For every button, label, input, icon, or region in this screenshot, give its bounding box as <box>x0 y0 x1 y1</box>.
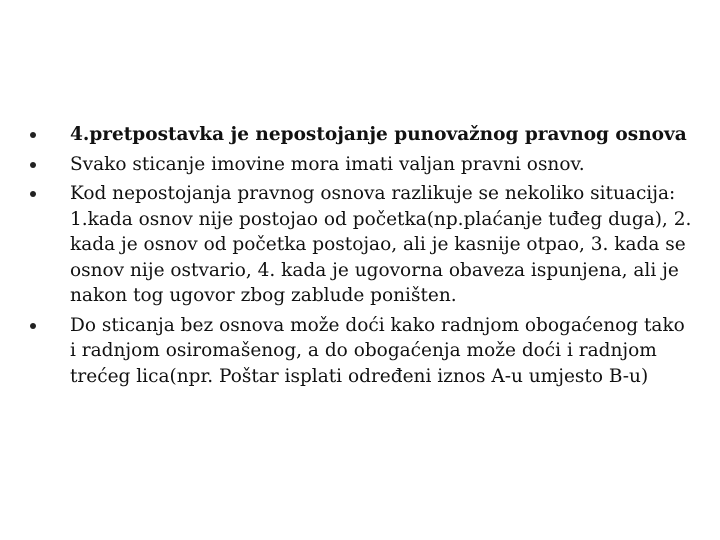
bullet-dot-icon <box>30 162 36 168</box>
bullet-item <box>30 152 695 178</box>
bullet-dot-icon <box>30 132 36 138</box>
bullet-item <box>30 313 695 390</box>
bullet-item <box>30 181 695 309</box>
bullet-text: Kod nepostojanja pravnog osnova razlikuje se nekoliko situacija: 1.kada osnov nije postojao od početka(np.plaćanje tuđeg duga), 2. kada je osnov od početka postojao, ali je kasnije otpao, 3. kada se osnov nije ostvario, 4. kada je ugovorna obaveza ispunjena, ali je nakon tog ugovor zbog zablude poništen. <box>70 183 692 306</box>
bullet-dot-icon <box>30 191 36 197</box>
bullet-dot-icon <box>30 323 36 329</box>
bullet-text: Svako sticanje imovine mora imati valjan pravni osnov. <box>70 153 585 175</box>
slide-body <box>30 122 695 393</box>
bullet-text: 4.pretpostavka je nepostojanje punovažnog pravnog osnova <box>70 124 687 145</box>
bullet-text: Do sticanja bez osnova može doći kako radnjom obogaćenog tako i radnjom osiromašenog, a do obogaćenja može doći i radnjom trećeg lica(npr. Poštar isplati određeni iznos A-u umjesto B-u) <box>70 314 685 387</box>
bullet-item <box>30 122 695 148</box>
bullet-list <box>30 122 695 389</box>
